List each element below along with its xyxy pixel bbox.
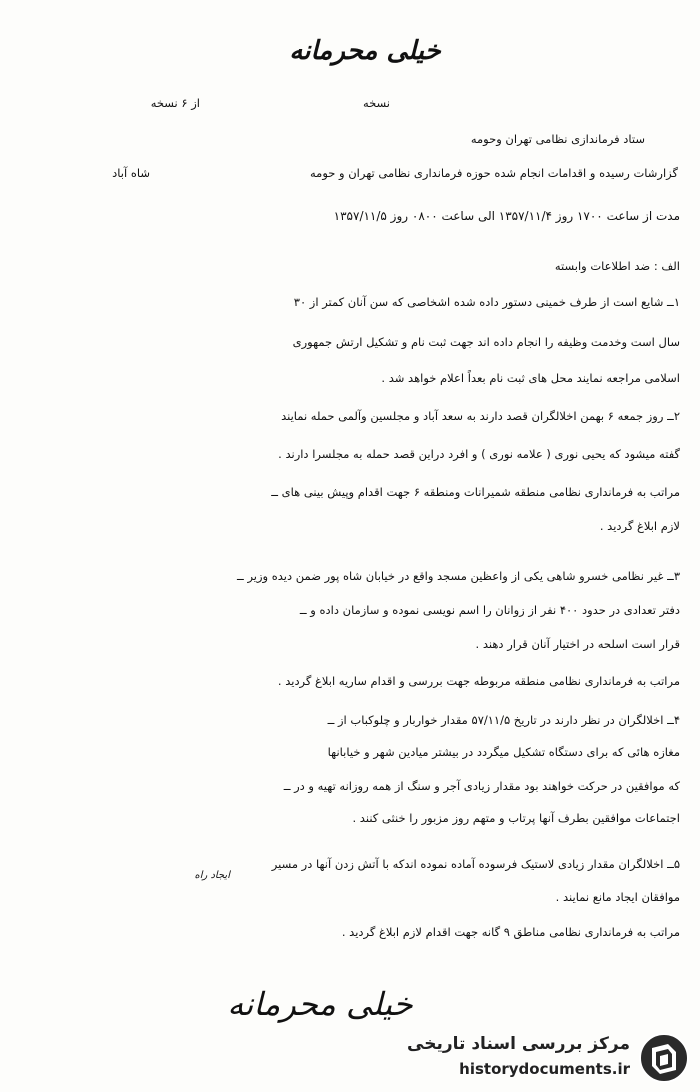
item4-line3: که موافقین در حرکت خواهند بود مقدار زیادی آجر و سنگ از همه روزانه تهیه و در ــ — [283, 779, 680, 793]
report-period: مدت از ساعت ۱۷۰۰ روز ۱۳۵۷/۱۱/۴ الی ساعت ۰۸۰۰ روز ۱۳۵۷/۱۱/۵ — [333, 209, 680, 223]
watermark — [390, 1030, 690, 1086]
classification-stamp-bottom: خیلی محرمانه — [227, 985, 413, 1023]
classification-stamp-top: خیلی محرمانه — [289, 36, 441, 66]
addressee-line1: ستاد فرماندازی نظامی تهران وحومه — [470, 132, 645, 146]
copy-label: نسخه — [362, 96, 390, 110]
item1-line3: اسلامی مراجعه نمایند محل های ثبت نام بعداً اعلام خواهد شد . — [381, 371, 680, 385]
item5-line1: ۵ــ اخلالگران مقدار زیادی لاستیک فرسوده آماده نموده اندکه با آتش زدن آنها در مسیر — [271, 857, 680, 871]
section-title: الف : ضد اطلاعات وابسته — [554, 259, 680, 273]
archive-logo-icon — [638, 1032, 690, 1084]
watermark-text-fa: مرکز بررسی اسناد تاریخی — [407, 1034, 630, 1054]
copy-of: از ۶ نسخه — [150, 96, 200, 110]
item5-handwritten-note: ایجاد راه — [194, 870, 230, 881]
item2-line2: گفته میشود که یحیی نوری ( علامه نوری ) و افرد دراین قصد حمله به مجلسرا دارند . — [278, 447, 680, 461]
watermark-text-en: historydocuments.ir — [459, 1060, 630, 1078]
item3-line3: قرار است اسلحه در اختیار آنان قرار دهند . — [475, 637, 680, 651]
item1-line2: سال است وخدمت وظیفه را انجام داده اند جهت ثبت نام و تشکیل ارتش جمهوری — [292, 335, 680, 349]
item4-line4: اجتماعات موافقین بطرف آنها پرتاب و متهم روز مزبور را خنثی کنند . — [352, 811, 680, 825]
item5-line2: موافقان ایجاد مانع نمایند . — [555, 890, 680, 904]
item2-line3: مراتب به فرمانداری نظامی منطقه شمیرانات ومنطقه ۶ جهت اقدام وپیش بینی های ــ — [271, 485, 680, 499]
item3-line4: مراتب به فرمانداری نظامی منطقه مربوطه جهت بررسی و اقدام ساریه ابلاغ گردید . — [277, 674, 680, 688]
addressee-line2: شاه آباد — [112, 166, 150, 180]
item3-line1: ۳ــ غیر نظامی خسرو شاهی یکی از واعظین مسجد واقع در خیابان شاه پور ضمن دیده وزیر ــ — [237, 569, 680, 583]
item5-line3: مراتب به فرمانداری نظامی مناطق ۹ گانه جهت اقدام لازم ابلاغ گردید . — [341, 925, 680, 939]
item3-line2: دفتر تعدادی در حدود ۴۰۰ نفر از زوانان را اسم نویسی نموده و سازمان داده و ــ — [299, 603, 680, 617]
item4-line2: مغازه هائی که برای دستگاه تشکیل میگردد در بیشتر میادین شهر و خیابانها — [327, 745, 680, 759]
item2-line4: لازم ابلاغ گردید . — [599, 519, 680, 533]
item4-line1: ۴ــ اخلالگران در نظر دارند در تاریخ ۵۷/۱۱/۵ مقدار خواربار و چلوکباب از ــ — [327, 713, 680, 727]
item1-line1: ۱ــ شایع است از طرف خمینی دستور داده شده اشخاصی که سن آنان کمتر از ۳۰ — [293, 295, 680, 309]
report-subject: گزارشات رسیده و اقدامات انجام شده حوزه فرمانداری نظامی تهران و حومه — [310, 166, 678, 180]
item2-line1: ۲ــ روز جمعه ۶ بهمن اخلالگران قصد دارند به سعد آباد و مجلسین وآلمی حمله نمایند — [281, 409, 680, 423]
